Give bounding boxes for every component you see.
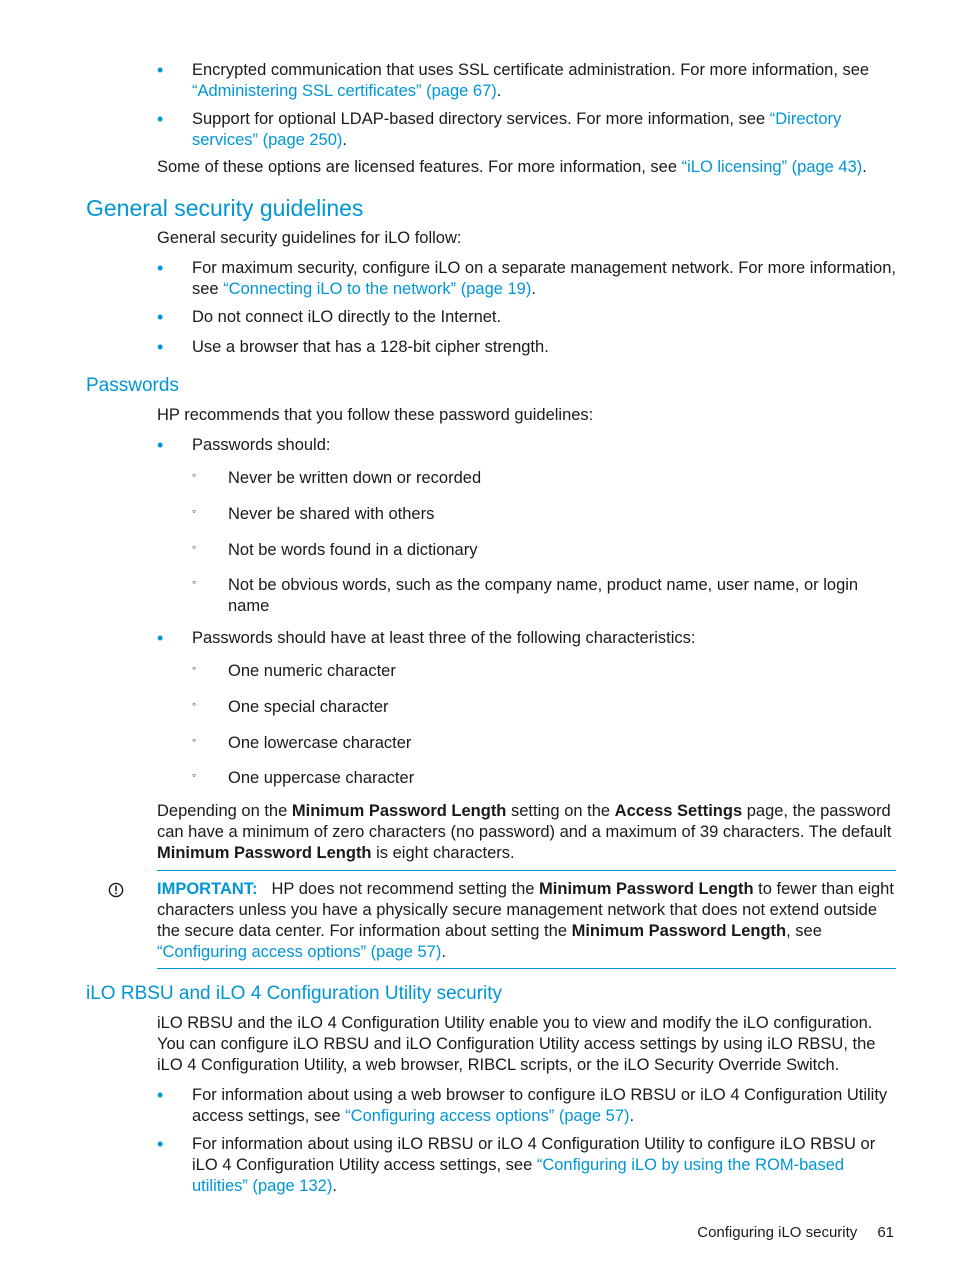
link-ilo-licensing[interactable]: “iLO licensing” (page 43) — [681, 158, 863, 176]
important-label: IMPORTANT: — [157, 880, 258, 898]
bullet-icon: • — [157, 258, 164, 278]
link-connecting-ilo[interactable]: “Connecting iLO to the network” (page 19) — [223, 280, 532, 298]
bullet-icon: • — [157, 337, 164, 357]
sub-list-item: ◦ Not be words found in a dictionary — [192, 540, 897, 561]
divider — [157, 870, 896, 871]
sub-bullet-icon: ◦ — [192, 575, 197, 589]
sub-list-item: ◦ Not be obvious words, such as the company name, product name, user name, or login name — [192, 575, 897, 617]
list-item: • For information about using a web browser to configure iLO RBSU or iLO 4 Configuration Utility access settings, see “Configuring access options” (page 57). — [157, 1085, 888, 1125]
sub-bullet-icon: ◦ — [192, 661, 197, 675]
bullet-icon: • — [157, 1085, 164, 1105]
sub-bullet-icon: ◦ — [192, 733, 197, 747]
page-number: 61 — [877, 1224, 894, 1241]
list-item: • Passwords should: — [157, 435, 331, 455]
footer-section-title: Configuring iLO security — [697, 1224, 858, 1241]
sub-list-item: ◦ Never be written down or recorded — [192, 468, 897, 489]
sub-list-item: ◦ One numeric character — [192, 661, 897, 682]
list-item: • For information about using iLO RBSU or iLO 4 Configuration Utility to configure iLO RBSU or iLO 4 Configuration Utility access settings, see “Configuring iLO by using the ROM-based utilities” (page 132). — [157, 1134, 876, 1195]
list-item: • For maximum security, configure iLO on a separate management network. For more information, see “Connecting iLO to the network” (page 19). — [157, 258, 896, 298]
page-footer — [697, 1222, 894, 1243]
sub-list-item: ◦ One lowercase character — [192, 733, 897, 754]
section-heading-passwords: Passwords — [86, 375, 179, 396]
sub-bullet-icon: ◦ — [192, 540, 197, 554]
sub-list-item: ◦ Never be shared with others — [192, 504, 897, 525]
section-heading-general: General security guidelines — [86, 195, 364, 221]
sub-bullet-icon: ◦ — [192, 504, 197, 518]
link-rom-based-utilities[interactable]: “Configuring iLO by using the ROM-based utilities” (page 132) — [192, 1156, 845, 1195]
licensing-note: Some of these options are licensed features. For more information, see “iLO licensing” (page 43). — [157, 158, 867, 176]
list-item: • Passwords should have at least three of the following characteristics: — [157, 628, 696, 648]
link-configuring-access-options[interactable]: “Configuring access options” (page 57) — [345, 1107, 630, 1125]
bullet-icon: • — [157, 1134, 164, 1154]
passwords-intro: HP recommends that you follow these password guidelines: — [157, 406, 594, 424]
section-heading-rbsu: iLO RBSU and iLO 4 Configuration Utility security — [86, 983, 503, 1004]
bullet-icon: • — [157, 109, 164, 129]
bullet-icon: • — [157, 435, 164, 455]
bullet-icon: • — [157, 307, 164, 327]
sub-bullet-icon: ◦ — [192, 697, 197, 711]
sub-list-item: ◦ One special character — [192, 697, 897, 718]
link-ssl-certificates[interactable]: “Administering SSL certificates” (page 67) — [192, 82, 497, 100]
list-item: • Use a browser that has a 128-bit cipher strength. — [157, 337, 549, 357]
link-configuring-access-options[interactable]: “Configuring access options” (page 57) — [157, 943, 442, 961]
sub-bullet-icon: ◦ — [192, 468, 197, 482]
bullet-icon: • — [157, 60, 164, 80]
rbsu-intro: iLO RBSU and the iLO 4 Configuration Utility enable you to view and modify the iLO configuration. You can configure iLO RBSU and iLO Configuration Utility access settings by using iLO RBSU, the iLO 4 Configuration Utility, a web browser, RIBCL scripts, or the iLO Security Override Switch. — [157, 1014, 876, 1074]
divider — [157, 968, 896, 969]
sub-list-item: ◦ One uppercase character — [192, 768, 897, 789]
list-item: • Encrypted communication that uses SSL certificate administration. For more information, see “Administering SSL certificates” (page 67). — [157, 60, 870, 100]
general-intro: General security guidelines for iLO follow: — [157, 229, 462, 247]
min-length-paragraph: Depending on the Minimum Password Length setting on the Access Settings page, the password can have a minimum of zero characters (no password) and a maximum of 39 characters. The default Minimum Password Length is eight characters. — [157, 802, 892, 862]
important-icon — [108, 882, 124, 898]
list-item: • Support for optional LDAP-based directory services. For more information, see “Directory services” (page 250). — [157, 109, 842, 149]
link-directory-services[interactable]: “Directory services” (page 250) — [192, 110, 842, 149]
sub-bullet-icon: ◦ — [192, 768, 197, 782]
list-item: • Do not connect iLO directly to the Internet. — [157, 307, 502, 327]
bullet-icon: • — [157, 628, 164, 648]
important-note: IMPORTANT: HP does not recommend setting the Minimum Password Length to fewer than eight characters unless you have a physically secure management network that does not extend outside the secure data center. For information about setting the Minimum Password Length, see “Configuring access options” (page 57). — [157, 880, 894, 961]
